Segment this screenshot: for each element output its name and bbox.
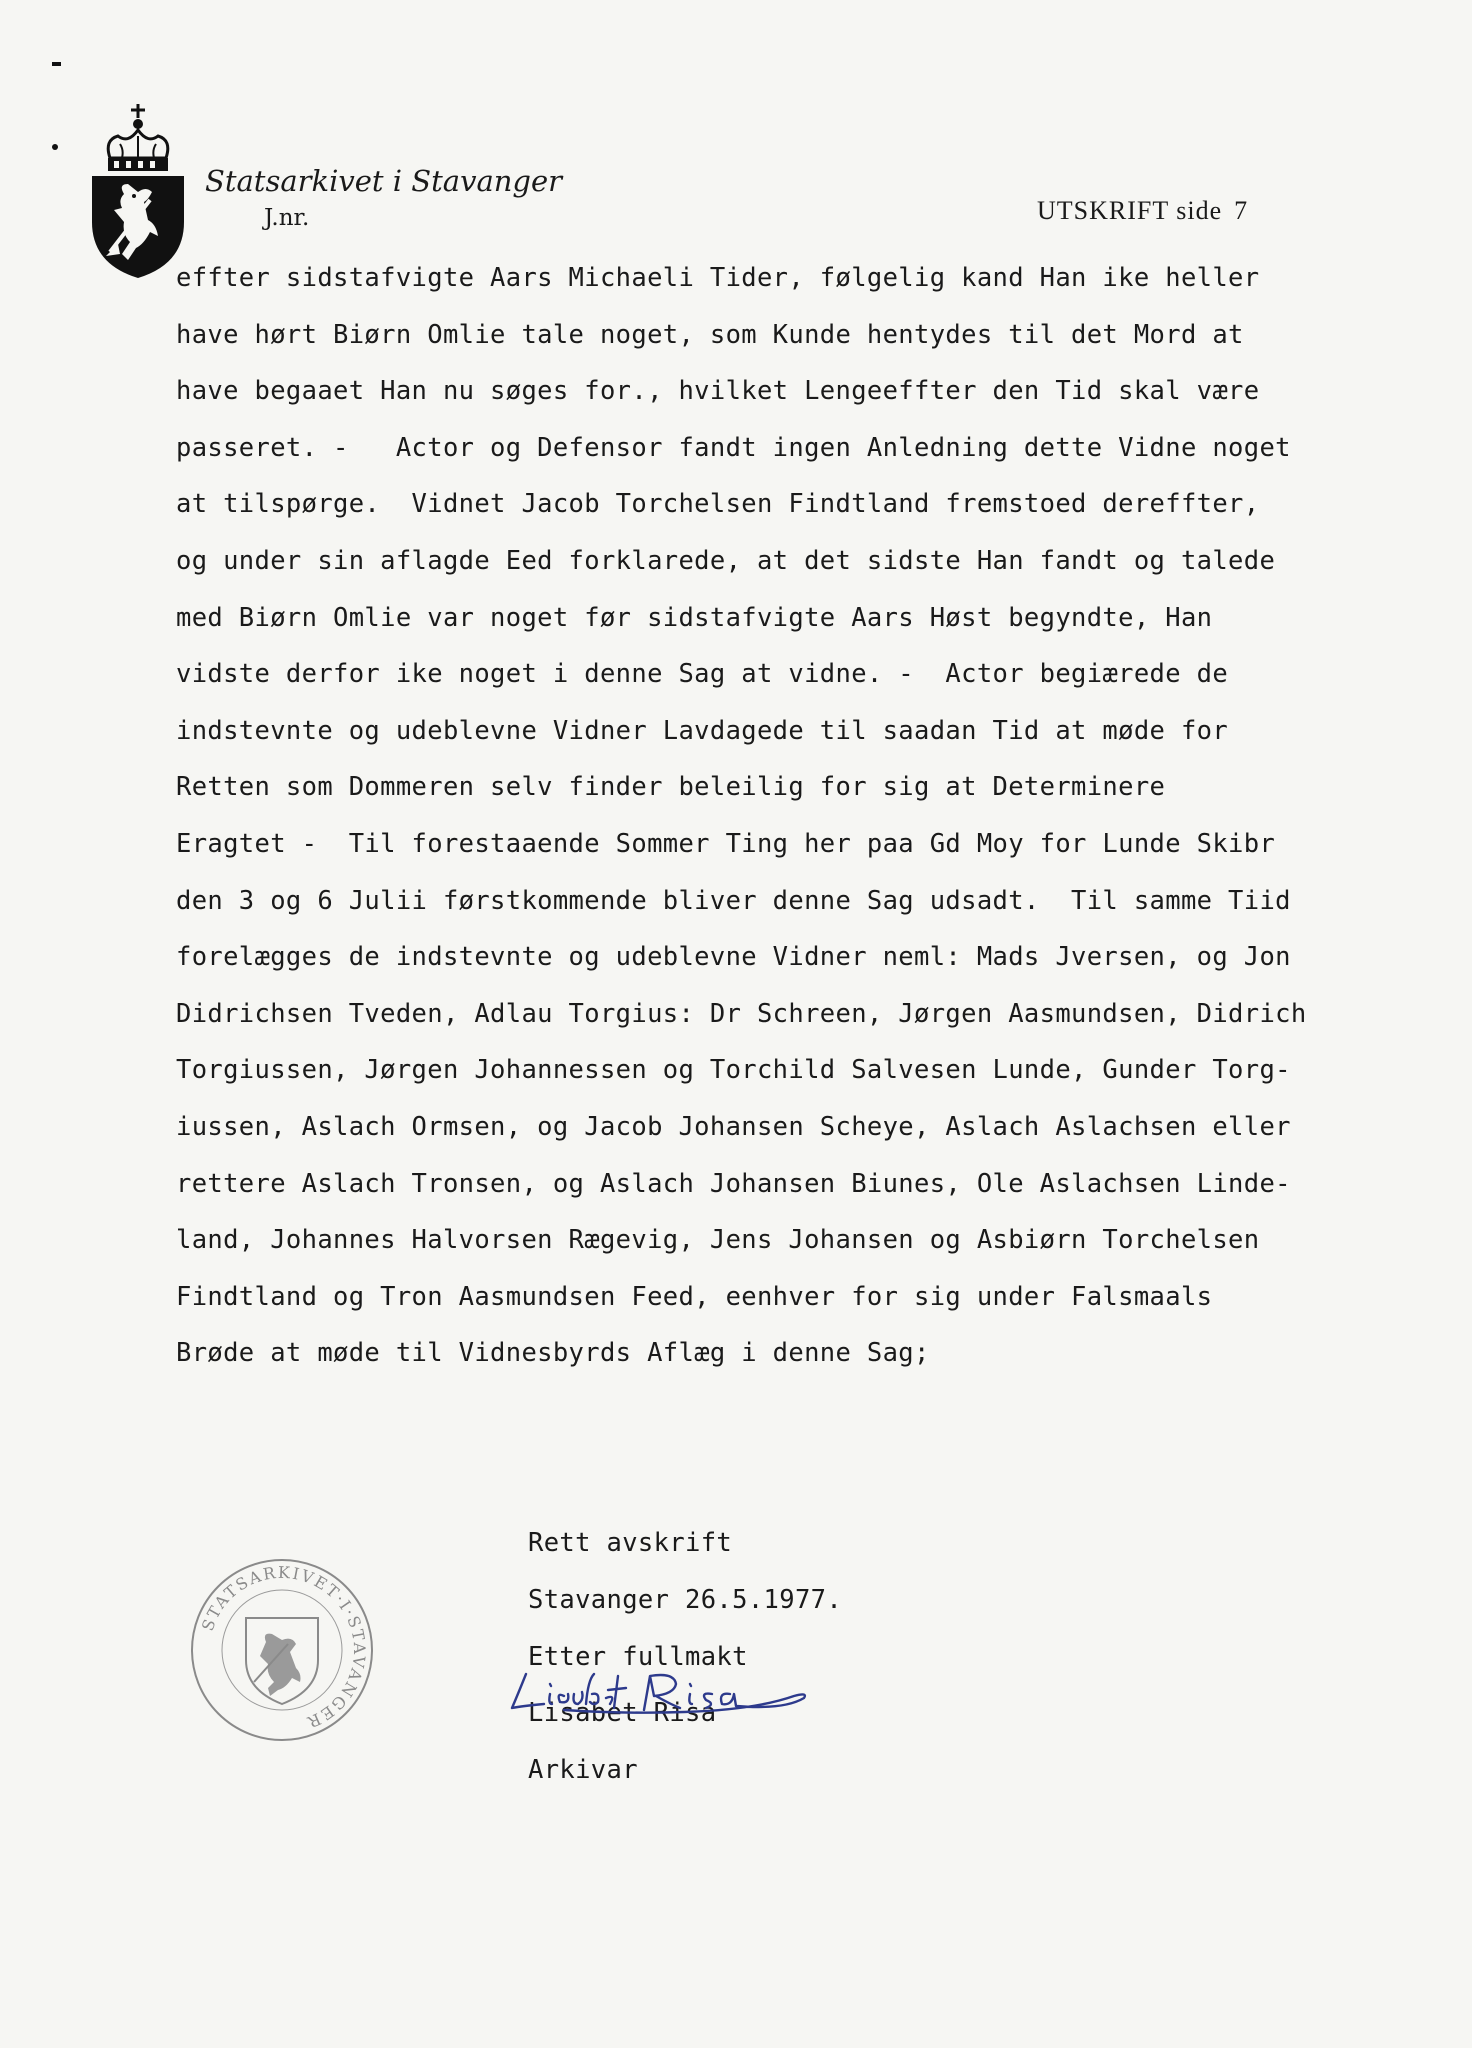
body-line: Brøde at møde til Vidnesbyrds Aflæg i denne Sag;	[176, 1338, 930, 1369]
body-line: den 3 og 6 Julii førstkommende bliver denne Sag udsadt. Til samme Tiid	[176, 885, 1291, 916]
archive-seal-stamp	[188, 1556, 376, 1744]
transcript-label: UTSKRIFT side	[1037, 196, 1223, 225]
body-line: effter sidstafvigte Aars Michaeli Tider, følgelig kand Han ike heller	[176, 263, 1260, 293]
body-line: Didrichsen Tveden, Adlau Torgius: Dr Schreen, Jørgen Aasmundsen, Didrich	[176, 998, 1307, 1029]
certification-text: Rett avskrift	[528, 1528, 733, 1558]
authority-text: Etter fullmakt	[528, 1641, 748, 1672]
body-line: og under sin aflagde Eed forklarede, at det sidste Han fandt og talede	[176, 545, 1276, 576]
transcript-page-label	[1037, 196, 1248, 226]
body-line: Findtland og Tron Aasmundsen Feed, eenhver for sig under Falsmaals	[176, 1281, 1213, 1312]
scan-speck	[52, 62, 61, 66]
body-line: forelægges de indstevnte og udeblevne Vidner neml: Mads Jversen, og Jon	[176, 942, 1291, 973]
handwritten-signature	[504, 1664, 829, 1724]
signatory-name: Lisabet Risa	[528, 1698, 717, 1729]
coat-of-arms-icon	[88, 104, 188, 280]
body-line: iussen, Aslach Ormsen, og Jacob Johansen Scheye, Aslach Aslachsen eller	[176, 1111, 1291, 1142]
body-line: indstevnte og udeblevne Vidner Lavdagede til saadan Tid at møde for	[176, 715, 1229, 746]
page-number: 7	[1234, 196, 1249, 225]
journal-number-label: J.nr.	[264, 205, 310, 231]
body-line: have begaaet Han nu søges for., hvilket Lengeeffter den Tid skal være	[176, 376, 1260, 407]
body-line: Retten som Dommeren selv finder beleilig for sig at Determinere	[176, 772, 1166, 803]
place-date: Stavanger 26.5.1977.	[528, 1584, 843, 1615]
certification-block	[528, 1515, 842, 1799]
body-line: Torgiussen, Jørgen Johannessen og Torchild Salvesen Lunde, Gunder Torg-	[176, 1055, 1291, 1086]
body-line: passeret. - Actor og Defensor fandt ingen Anledning dette Vidne noget	[176, 432, 1291, 463]
seal-inscription: STATSARKIVET·I·STAVANGER	[197, 1562, 370, 1733]
body-line: vidste derfor ike noget i denne Sag at vidne. - Actor begiærede de	[176, 659, 1229, 690]
body-line: rettere Aslach Tronsen, og Aslach Johansen Biunes, Ole Aslachsen Linde-	[176, 1168, 1291, 1199]
body-line: Eragtet - Til forestaaende Sommer Ting her paa Gd Moy for Lunde Skibr	[176, 828, 1276, 859]
scan-speck	[52, 144, 58, 150]
body-line: land, Johannes Halvorsen Rægevig, Jens Johansen og Asbiørn Torchelsen	[176, 1225, 1260, 1256]
transcript-body	[176, 250, 1416, 1382]
signatory-title: Arkivar	[528, 1755, 638, 1786]
body-line: have hørt Biørn Omlie tale noget, som Kunde hentydes til det Mord at	[176, 319, 1244, 350]
body-line: med Biørn Omlie var noget før sidstafvigte Aars Høst begyndte, Han	[176, 602, 1213, 633]
body-line: at tilspørge. Vidnet Jacob Torchelsen Findtland fremstoed dereffter,	[176, 489, 1260, 520]
institution-name: Statsarkivet i Stavanger	[205, 164, 563, 198]
